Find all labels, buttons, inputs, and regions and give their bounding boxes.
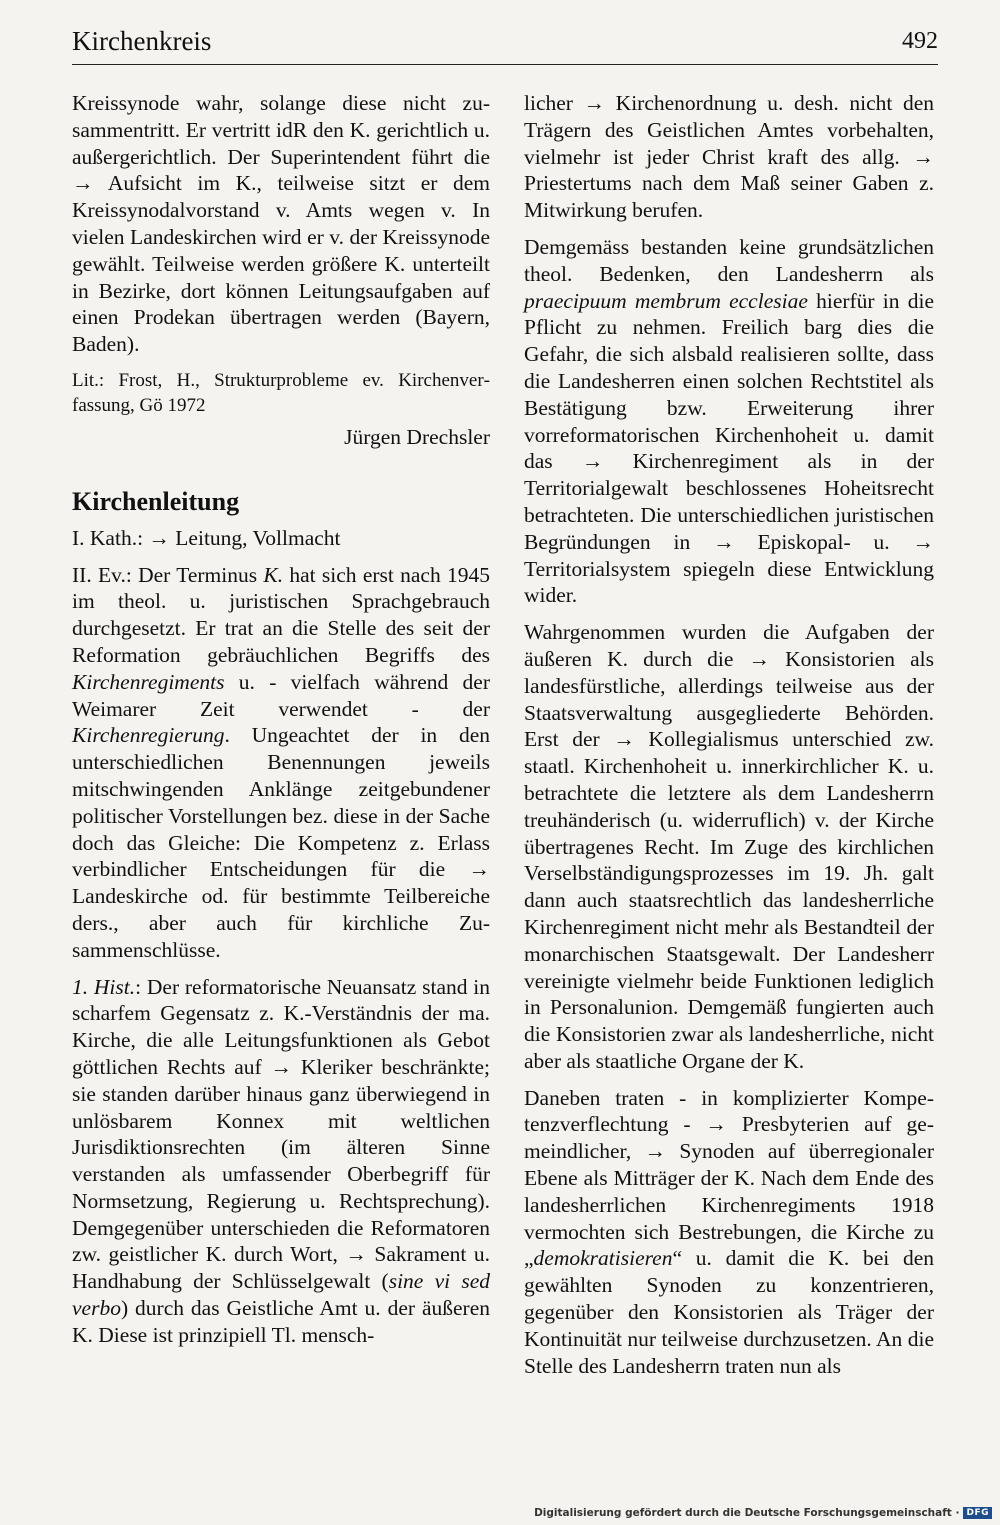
paragraph: Kreissynode wahr, solange diese nicht zusammentritt. Er vertritt idR den K. gerichtlich u. außergerichtlich. Der Superintendent führt die → Aufsicht im K., teilweise sitzt er dem Kreissynodalvorstand v. Amts wegen v. In vielen Landeskirchen wird er v. der Kreissynode gewählt. Teilweise werden größere K. unterteilt in Bezirke, dort können Leitungsaufgaben auf einen Prodekan übertragen werden (Bayern, Baden).: [72, 91, 490, 357]
text-run: Daneben traten - in komplizierter Kompetenzverflechtung - → Presbyterien auf gemeindlicher, → Synoden auf überregionaler Ebene als Mitträger der K. Nach dem Ende des landesherrlichen Kirchenregiments 1918 vermochten sich Bestrebungen, die Kirche zu „: [524, 1085, 934, 1271]
digitization-credit: [534, 1507, 992, 1519]
running-head: [72, 26, 938, 65]
text-run: “ u. damit die K. bei den gewählten Synoden zu konzentrieren, gegenüber den Konsistorien als Träger der Kontinuität nur teilweise durchzusetzen. An die Stelle des Landesherrn traten nun als: [524, 1246, 934, 1378]
paragraph: [524, 234, 934, 609]
literature-reference: Lit.: Frost, H., Strukturprobleme ev. Kirchenverfassung, Gö 1972: [72, 369, 490, 416]
text-run: hierfür in die Pflicht zu nehmen. Freilich barg dies die Gefahr, die sich alsbald realisieren sollte, dass die Landesherren einen solchen Rechtstitel als Bestätigung bzw. Erweiterung ihrer vorreformatorischen Kirchenhoheit u. damit das → Kirchenregiment als in der Territorialgewalt beschlossenes Hoheitsrecht betrachteten. Die unterschiedlichen juristischen Begründungen in → Episkopal- u. → Territorialsystem spiegeln diese Entwicklung wider.: [524, 288, 934, 608]
section-label: 1. Hist.: [72, 974, 136, 999]
dfg-logo: DFG: [963, 1507, 992, 1519]
italic-term: demokratisieren: [533, 1246, 673, 1271]
page-number: 492: [902, 28, 938, 54]
credit-text: Digitalisierung gefördert durch die Deutsche Forschungsgemeinschaft ·: [534, 1507, 960, 1519]
author-signature: Jürgen Drechsler: [344, 424, 490, 449]
italic-term: K.: [263, 562, 284, 587]
italic-term: Kirchenregiments: [72, 669, 225, 694]
text-run: Demgemäss bestanden keine grundsätzlichen theol. Bedenken, den Landesherrn als: [524, 234, 934, 286]
text-run: u. - vielfach während der Weimarer Zeit verwendet - der: [72, 669, 490, 721]
paragraph: [524, 1085, 934, 1380]
text-run: II. Ev.: Der Terminus: [72, 562, 264, 587]
italic-term: sine vi sed verbo: [72, 1269, 490, 1321]
paragraph: licher → Kirchenordnung u. desh. nicht den Trägern des Geistlichen Amtes vorbehalten, vielmehr ist jeder Christ kraft des allg. → Priestertums nach dem Maß seiner Gaben z. Mitwirkung berufen.: [524, 91, 934, 223]
entry-heading: Kirchenleitung: [72, 486, 240, 516]
running-title: Kirchenkreis: [72, 26, 212, 56]
paragraph: Wahrgenommen wurden die Aufgaben der äußeren K. durch die → Konsistorien als landesfürstliche, allerdings teilweise aus der Staatsverwaltung ausgegliederte Behörden. Erst der → Kollegialismus unterschied zw. staatl. Kirchenhoheit u. innerkirchlicher K. u. betrachtete die letztere als dem Landesherrn treuhänderisch (u. widerruflich) v. der Kirche übertragenes Recht. Im Zuge des kirchlichen Verselbständigungsprozesses im 19. Jh. galt dann auch staatsrechtlich das landesherrliche Kirchenregiment nicht mehr als Bestandteil der monarchischen Staatsgewalt. Der Landesherr vereinigte vielmehr beide Funktionen lediglich in Personalunion. Demgemäß fungierten auch die Konsistorien zwar als landesherrliche, nicht aber als staatliche Organe der K.: [524, 620, 934, 1073]
paragraph: [72, 562, 490, 964]
italic-term: praecipuum membrum ecclesiae: [524, 288, 808, 313]
cross-reference-kath: I. Kath.: → Leitung, Vollmacht: [72, 525, 341, 550]
right-column: [524, 90, 934, 1379]
text-run: ) durch das Geistliche Amt u. der äußeren K. Diese ist prinzipiell Tl. mensch-: [72, 1296, 490, 1347]
paragraph: [72, 974, 490, 1349]
text-run: . Ungeachtet der in den unterschiedlichen Benennungen jeweils mitschwingenden Anklänge zeitgebundener politischer Vorstellungen bez. diese in der Sache doch das Gleiche: Die Kompetenz z. Erlass verbindlicher Entscheidungen für die → Landeskirche od. für bestimmte Teilbereiche ders., aber auch für kirchliche Zusammenschlüsse.: [72, 723, 490, 962]
text-run: : Der reformatorische Neuansatz stand in scharfem Gegensatz z. K.-Verständnis der ma. Kirche, die alle Leitungsfunktionen als Gebot göttlichen Rechts auf → Kleriker beschränkte; sie standen darüber hinaus ganz überwiegend in unlösbarem Konnex mit weltlichen Jurisdiktionsrechten (im älteren Sinne verstanden als umfassender Oberbegriff für Normsetzung, Regierung u. Rechtsprechung). Demgegenüber unterschieden die Reformatoren zw. geistlicher K. durch Wort, → Sakrament u. Handhabung der Schlüsselgewalt (: [72, 974, 490, 1294]
text-run: hat sich erst nach 1945 im theol. u. juristischen Sprachgebrauch durchgesetzt. Er trat an die Stelle des seit der Reformation gebräuchlichen Begriffs des: [72, 562, 490, 667]
italic-term: Kirchenregierung: [72, 723, 225, 748]
left-column: [72, 90, 490, 1349]
